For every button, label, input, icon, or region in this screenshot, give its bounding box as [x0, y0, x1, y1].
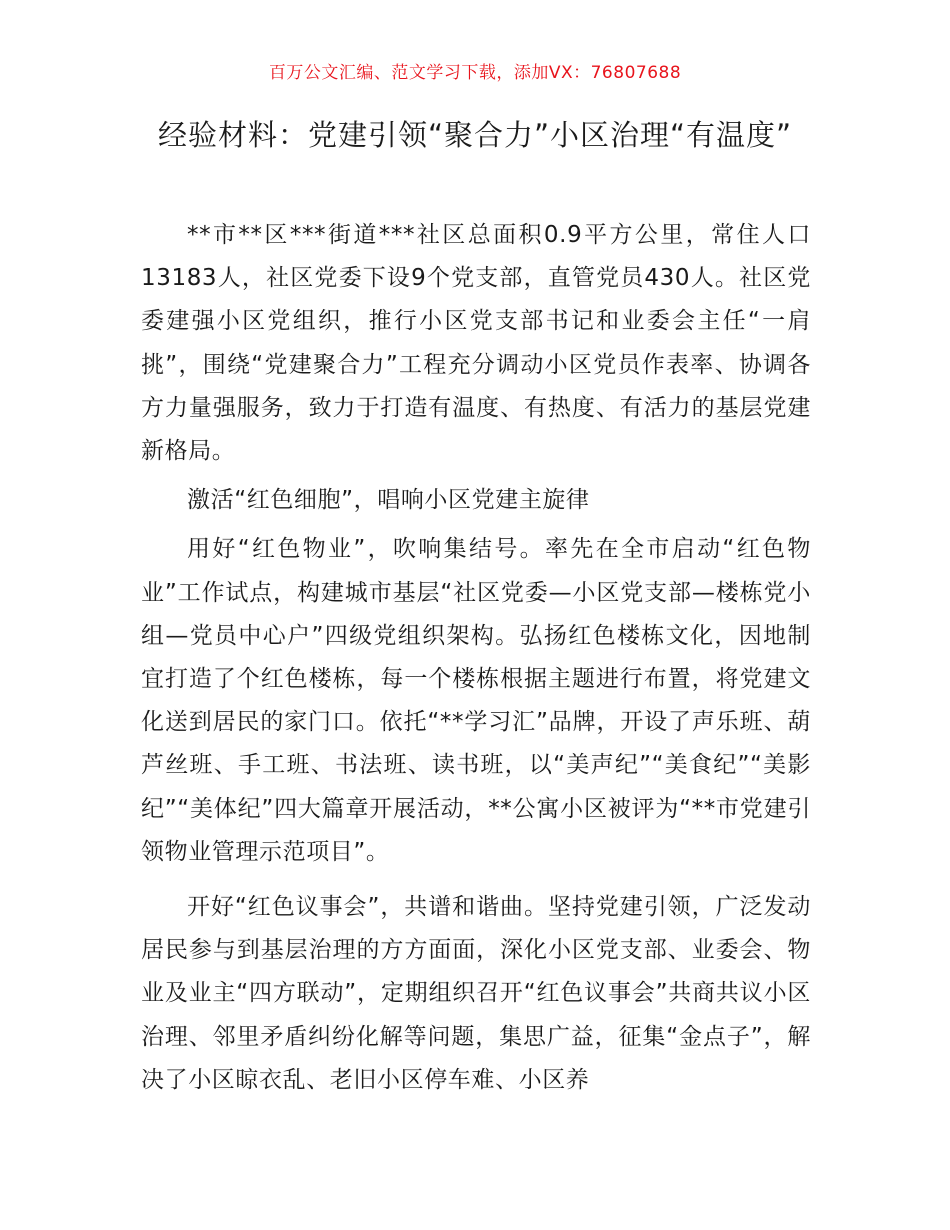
paragraph-red-council: 开好“红色议事会”，共谱和谐曲。坚持党建引领，广泛发动居民参与到基层治理的方方面面，深化小区党支部、业委会、物业及业主“四方联动”，定期组织召开“红色议事会”共商共议小区治理、邻里矛盾纠纷化解等问题，集思广益，征集“金点子”，解决了小区晾衣乱、老旧小区停车难、小区养 — [141, 894, 811, 1093]
document-body — [141, 214, 811, 1108]
paragraph-red-property: 用好“红色物业”，吹响集结号。率先在全市启动“红色物业”工作试点，构建城市基层“社区党委—小区党支部—楼栋党小组—党员中心户”四级党组织架构。弘扬红色楼栋文化，因地制宜打造了个红色楼栋，每一个楼栋根据主题进行布置，将党建文化送到居民的家门口。依托“**学习汇”品牌，开设了声乐班、葫芦丝班、手工班、书法班、读书班，以“美声纪”“美食纪”“美影纪”“美体纪”四大篇章开展活动，**公寓小区被评为“**市党建引领物业管理示范项目”。 — [141, 536, 811, 865]
paragraph-intro: **市**区***街道***社区总面积0.9平方公里，常住人口13183人，社区党委下设9个党支部，直管党员430人。社区党委建强小区党组织，推行小区党支部书记和业委会主任“一肩挑”，围绕“党建聚合力”工程充分调动小区党员作表率、协调各方力量强服务，致力于打造有温度、有热度、有活力的基层党建新格局。 — [141, 222, 811, 465]
header-watermark-note: 百万公文汇编、范文学习下载，添加VX：76807688 — [268, 63, 682, 83]
page-title: 经验材料：党建引领“聚合力”小区治理“有温度” — [157, 118, 793, 152]
section-heading: 激活“红色细胞”，唱响小区党建主旋律 — [187, 487, 590, 514]
